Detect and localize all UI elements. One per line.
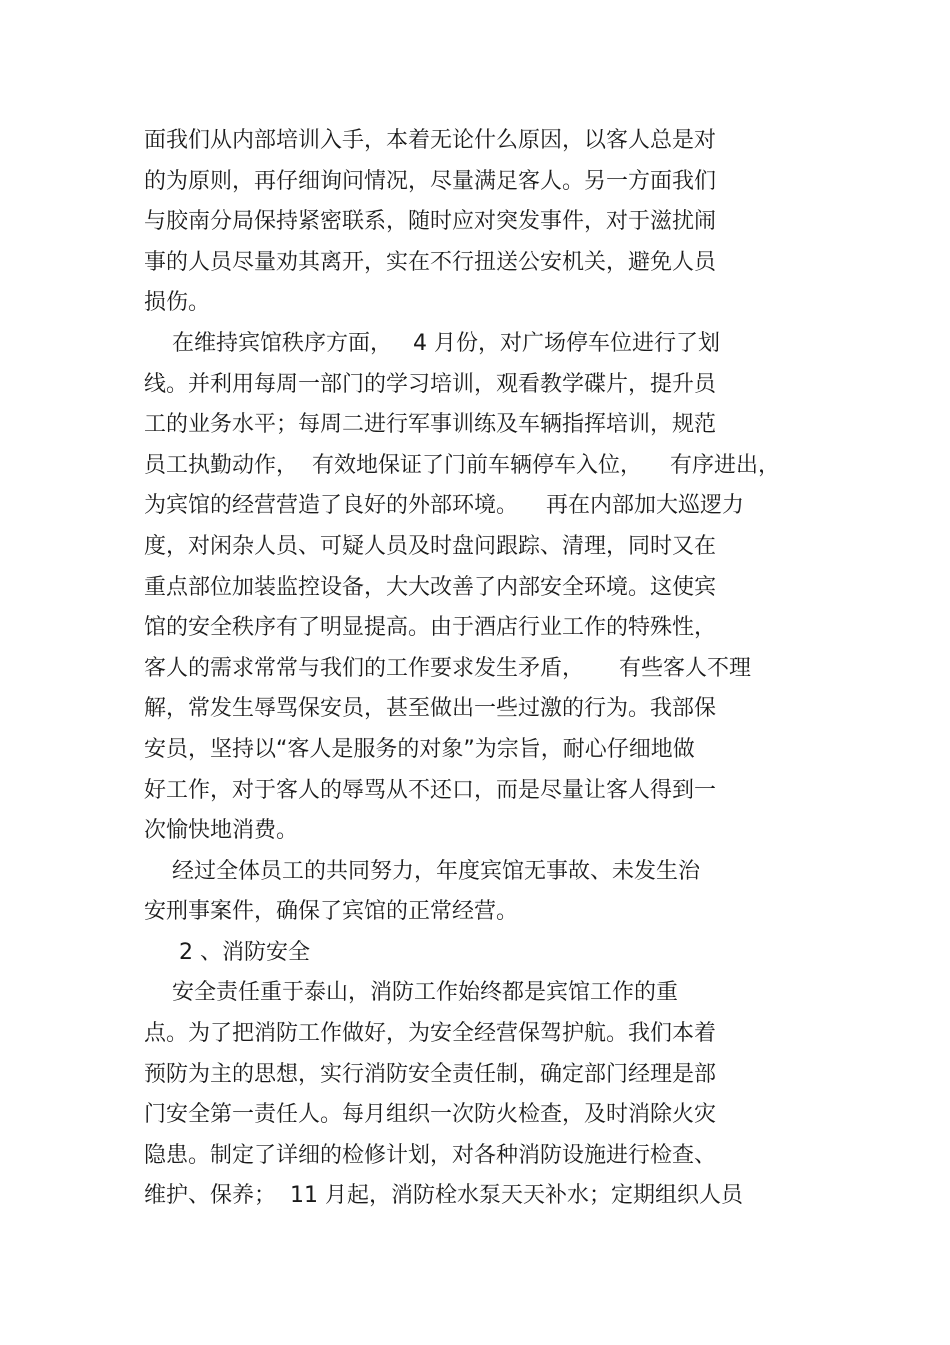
text-line: 次愉快地消费。 <box>144 818 299 844</box>
text-line: 工的业务水平；每周二进行军事训练及车辆指挥培训，规范 <box>144 412 717 438</box>
text-line: 好工作，对于客人的辱骂从不还口，而是尽量让客人得到一 <box>144 777 717 803</box>
text-line: 的为原则，再仔细询问情况，尽量满足客人。另一方面我们 <box>144 168 717 194</box>
text-line: 安员，坚持以“客人是服务的对象”为宗旨，耐心仔细地做 <box>144 736 695 762</box>
text-line: 在维持宾馆秩序方面， 4 月份，对广场停车位进行了划 <box>144 330 720 356</box>
text-line: 事的人员尽量劝其离开，实在不行扭送公安机关，避免人员 <box>144 249 717 275</box>
text-line: 隐患。制定了详细的检修计划，对各种消防设施进行检查、 <box>144 1142 717 1168</box>
text-line: 预防为主的思想，实行消防安全责任制，确定部门经理是部 <box>144 1061 717 1087</box>
body-text <box>144 121 824 1217</box>
text-line: 面我们从内部培训入手，本着无论什么原因，以客人总是对 <box>144 128 717 153</box>
text-line: 客人的需求常常与我们的工作要求发生矛盾， 有些客人不理 <box>144 655 751 681</box>
text-line: 重点部位加装监控设备，大大改善了内部安全环境。这使宾 <box>144 574 717 600</box>
text-line: 经过全体员工的共同努力，年度宾馆无事故、未发生治 <box>144 858 700 884</box>
text-line: 解，常发生辱骂保安员，甚至做出一些过激的行为。我部保 <box>144 696 717 722</box>
text-line: 安刑事案件，确保了宾馆的正常经营。 <box>144 899 519 925</box>
text-line: 维护、保养； 11 月起，消防栓水泵天天补水；定期组织人员 <box>144 1183 743 1209</box>
text-line: 损伤。 <box>144 290 211 316</box>
text-line: 员工执勤动作， 有效地保证了门前车辆停车入位， 有序进出， <box>144 452 780 478</box>
text-line: 线。并利用每周一部门的学习培训，观看教学碟片，提升员 <box>144 371 717 397</box>
text-line: 安全责任重于泰山，消防工作始终都是宾馆工作的重 <box>144 980 678 1006</box>
text-line: 馆的安全秩序有了明显提高。由于酒店行业工作的特殊性， <box>144 615 717 641</box>
text-line: 点。为了把消防工作做好，为安全经营保驾护航。我们本着 <box>144 1021 717 1047</box>
section-heading: 2 、消防安全 <box>144 939 310 965</box>
text-line: 度，对闲杂人员、可疑人员及时盘问跟踪、清理，同时又在 <box>144 533 717 559</box>
text-line: 为宾馆的经营营造了良好的外部环境。 再在内部加大巡逻力 <box>144 493 744 519</box>
text-line: 与胶南分局保持紧密联系，随时应对突发事件，对于滋扰闹 <box>144 209 717 235</box>
text-line: 门安全第一责任人。每月组织一次防火检查，及时消除火灾 <box>144 1102 717 1128</box>
